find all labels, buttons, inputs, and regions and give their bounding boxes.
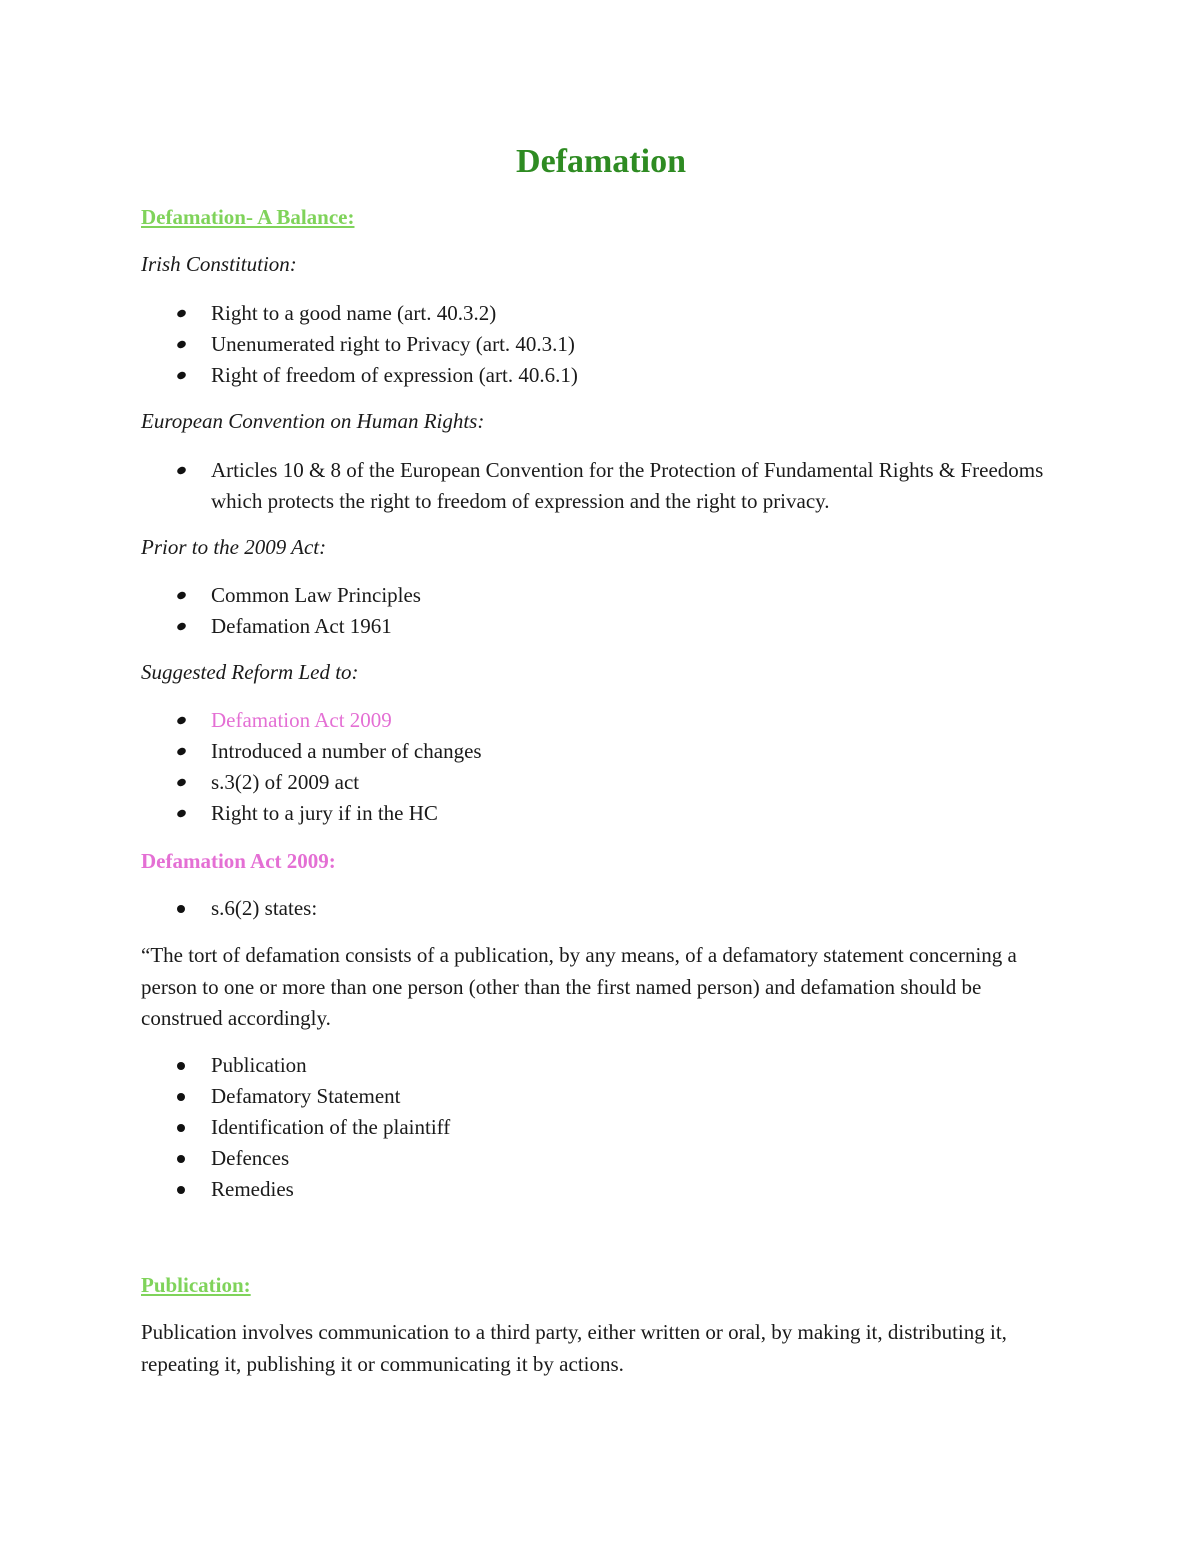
- bullet-icon: [177, 1062, 185, 1070]
- list-item: Articles 10 & 8 of the European Convention for the Protection of Fundamental Rights & Freedoms which protects the right to freedom of expression and the right to privacy.: [141, 455, 1061, 517]
- bullet-icon: [176, 746, 187, 756]
- list-item: Remedies: [141, 1174, 1061, 1205]
- bullet-icon: [176, 590, 187, 600]
- list-prior-2009: [141, 580, 1061, 642]
- list-elements: [141, 1050, 1061, 1205]
- list-item: Right of freedom of expression (art. 40.6.1): [141, 360, 1061, 391]
- list-item: Unenumerated right to Privacy (art. 40.3.1): [141, 329, 1061, 360]
- list-item: Defamatory Statement: [141, 1081, 1061, 1112]
- bullet-icon: [177, 1186, 185, 1194]
- subhead-suggested-reform: Suggested Reform Led to:: [141, 660, 359, 684]
- subhead-prior-2009: Prior to the 2009 Act:: [141, 535, 327, 559]
- bullet-icon: [177, 1155, 185, 1163]
- subhead-echr: European Convention on Human Rights:: [141, 409, 485, 433]
- list-item: s.6(2) states:: [141, 893, 1061, 924]
- list-item: Identification of the plaintiff: [141, 1112, 1061, 1143]
- publication-paragraph: Publication involves communication to a third party, either written or oral, by making it, distributing it, repeating it, publishing it or communicating it by actions.: [141, 1320, 1007, 1376]
- list-item: Common Law Principles: [141, 580, 1061, 611]
- list-echr: [141, 455, 1061, 517]
- list-item: Defences: [141, 1143, 1061, 1174]
- document-title: Defamation: [516, 143, 686, 180]
- bullet-icon: [176, 465, 187, 475]
- list-item: s.3(2) of 2009 act: [141, 767, 1061, 798]
- bullet-icon: [176, 621, 187, 631]
- subhead-irish-constitution: Irish Constitution:: [141, 252, 297, 276]
- quote-paragraph: “The tort of defamation consists of a publication, by any means, of a defamatory statement concerning a person to one or more than one person (other than the first named person) and defamation should be construed accordingly.: [141, 943, 1017, 1030]
- list-suggested-reform: [141, 705, 1061, 829]
- bullet-icon: [176, 808, 187, 818]
- heading-defamation-balance: Defamation- A Balance:: [141, 205, 355, 229]
- bullet-icon: [176, 308, 187, 318]
- list-item: Right to a good name (art. 40.3.2): [141, 298, 1061, 329]
- bullet-icon: [177, 905, 185, 913]
- bullet-icon: [176, 370, 187, 380]
- heading-publication: Publication:: [141, 1273, 251, 1297]
- bullet-icon: [177, 1124, 185, 1132]
- list-item: Introduced a number of changes: [141, 736, 1061, 767]
- list-item: Publication: [141, 1050, 1061, 1081]
- heading-defamation-act-2009: Defamation Act 2009:: [141, 849, 336, 873]
- list-irish-constitution: [141, 298, 1061, 391]
- bullet-icon: [176, 715, 187, 725]
- bullet-icon: [177, 1093, 185, 1101]
- bullet-icon: [176, 339, 187, 349]
- list-item: Defamation Act 2009: [141, 705, 1061, 736]
- list-act-2009: [141, 893, 1061, 924]
- list-item: Right to a jury if in the HC: [141, 798, 1061, 829]
- list-item: Defamation Act 1961: [141, 611, 1061, 642]
- bullet-icon: [176, 777, 187, 787]
